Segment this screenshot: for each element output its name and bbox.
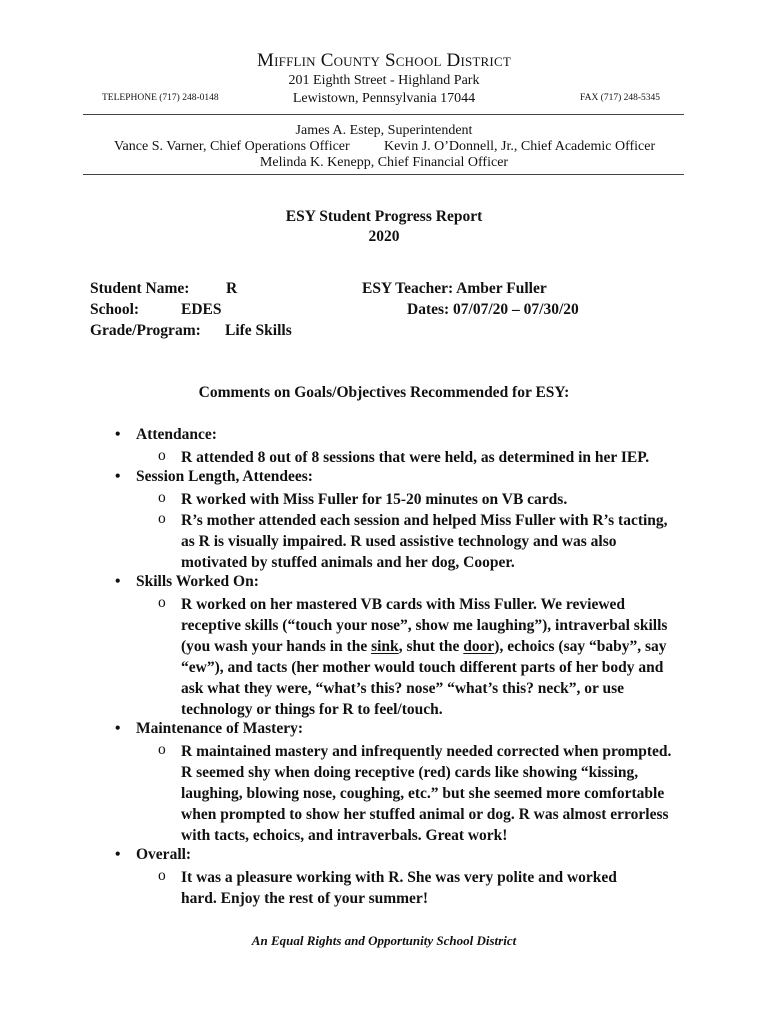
esy-teacher: ESY Teacher: Amber Fuller — [362, 280, 547, 297]
sink-word: sink — [371, 638, 399, 655]
overall-heading: Overall: — [136, 846, 192, 863]
session-text-1: R worked with Miss Fuller for 15-20 minutes on VB cards. — [181, 491, 568, 508]
circle-bullet-icon: o — [158, 867, 166, 884]
circle-bullet-icon: o — [158, 741, 166, 758]
header-rule-top — [83, 114, 684, 115]
list-item — [0, 867, 768, 909]
school-label: School: — [90, 301, 140, 318]
skills-text-part-1: R worked on her mastered VB cards with Miss Fuller. We reviewed receptive skills (“touch your nose”, show me laughing”), intraverbal skills (you wash your hands in the — [181, 596, 668, 655]
circle-bullet-icon: o — [158, 594, 166, 611]
list-item — [0, 846, 768, 867]
header-rule-bottom — [83, 174, 684, 175]
chief-academic-officer: Kevin J. O’Donnell, Jr., Chief Academic Officer — [384, 139, 656, 154]
fax: FAX (717) 248-5345 — [580, 93, 661, 103]
door-word: door — [463, 638, 495, 655]
list-item — [0, 447, 768, 468]
superintendent: James A. Estep, Superintendent — [295, 123, 473, 138]
skills-text-part-3: ), echoics (say “baby”, say “ew”), and tacts (her mother would touch different parts of her body and ask what they were, “what’s this? nose” “what’s this? neck”, or use technology or things for R to feel/touch. — [181, 638, 667, 718]
maintenance-text: R maintained mastery and infrequently needed corrected when prompted. R seemed shy when doing receptive (red) cards like showing “kissing, laughing, blowing nose, coughing, etc.” but she seemed more comfortable when prompted to show her stuffed animal or dog. R was almost errorless with tacts, echoics, and intraverbals. Great work! — [181, 743, 672, 844]
session-heading: Session Length, Attendees: — [136, 468, 313, 485]
list-item — [0, 489, 768, 510]
chief-financial-officer: Melinda K. Kenepp, Chief Financial Officer — [259, 155, 509, 170]
bullet-icon: • — [115, 426, 121, 443]
bullet-icon: • — [115, 573, 121, 590]
list-item — [0, 594, 768, 720]
grade-program-value: Life Skills — [225, 322, 292, 339]
session-text-2: R’s mother attended each session and helped Miss Fuller with R’s tacting, as R is visually impaired. R used assistive technology and was also motivated by stuffed animals and her dog, Cooper. — [181, 512, 668, 571]
skills-heading: Skills Worked On: — [136, 573, 259, 590]
report-year: 2020 — [368, 228, 400, 245]
bullet-icon: • — [115, 846, 121, 863]
circle-bullet-icon: o — [158, 489, 166, 506]
footer-tagline: An Equal Rights and Opportunity School District — [251, 933, 517, 948]
list-item — [0, 468, 768, 489]
bullet-icon: • — [115, 720, 121, 737]
bullet-icon: • — [115, 468, 121, 485]
telephone: TELEPHONE (717) 248-0148 — [102, 93, 219, 103]
attendance-text: R attended 8 out of 8 sessions that were held, as determined in her IEP. — [181, 449, 650, 466]
student-name-value: R — [226, 280, 238, 297]
address-line-1: 201 Eighth Street - Highland Park — [288, 73, 480, 88]
list-item — [0, 510, 768, 573]
district-name: Mifflin County School District — [257, 50, 511, 71]
circle-bullet-icon: o — [158, 510, 166, 527]
list-item — [0, 720, 768, 741]
comments-heading: Comments on Goals/Objectives Recommended for ESY: — [198, 384, 570, 401]
student-name-label: Student Name: — [90, 280, 190, 297]
school-value: EDES — [181, 301, 222, 318]
overall-text: It was a pleasure working with R. She was very polite and worked hard. Enjoy the rest of your summer! — [181, 869, 617, 907]
address-line-2: Lewistown, Pennsylvania 17044 — [292, 91, 476, 106]
list-item — [0, 426, 768, 447]
maintenance-heading: Maintenance of Mastery: — [136, 720, 304, 737]
chief-operations-officer: Vance S. Varner, Chief Operations Officer — [114, 139, 350, 154]
skills-text-part-2: , shut the — [398, 638, 464, 655]
attendance-heading: Attendance: — [136, 426, 217, 443]
goals-list — [0, 426, 768, 909]
list-item — [0, 741, 768, 846]
report-title: ESY Student Progress Report — [285, 208, 483, 225]
skills-text — [181, 594, 671, 720]
dates: Dates: 07/07/20 – 07/30/20 — [407, 301, 579, 318]
grade-program-label: Grade/Program: — [90, 322, 201, 339]
circle-bullet-icon: o — [158, 447, 166, 464]
list-item — [0, 573, 768, 594]
